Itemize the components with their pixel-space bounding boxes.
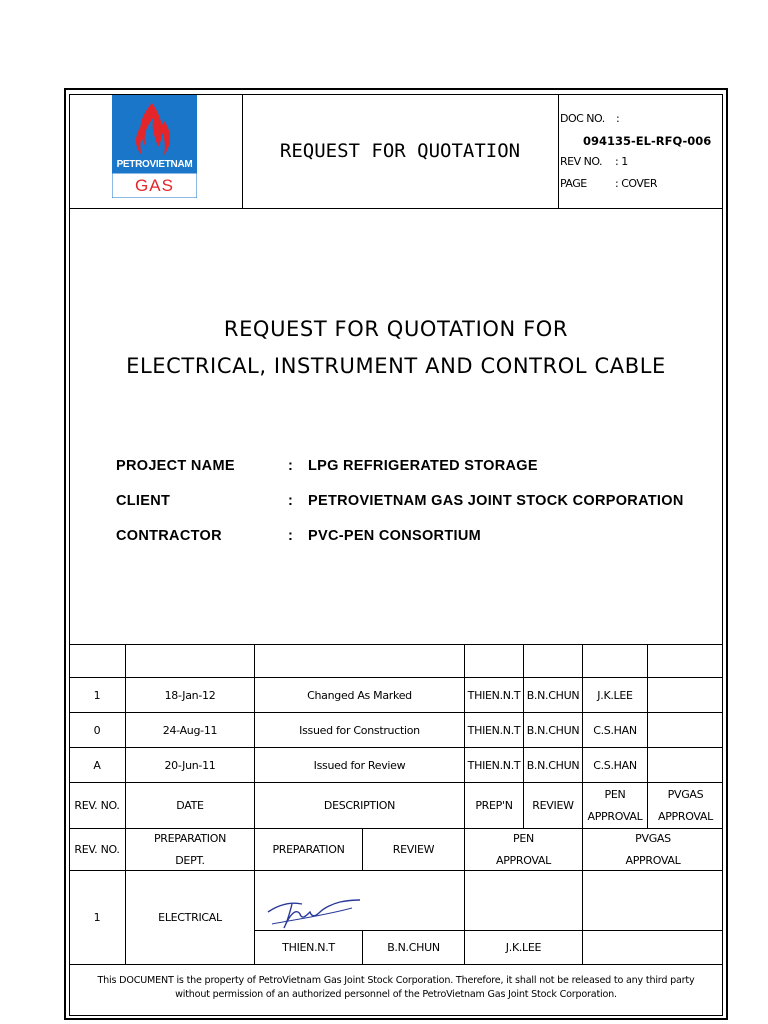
contractor-colon: : bbox=[288, 528, 294, 544]
approval-rev-no-header: REV. NO. bbox=[74, 843, 120, 856]
prep-dept-line1: PREPARATION bbox=[153, 831, 227, 845]
header-bottom-rule bbox=[69, 208, 723, 209]
pen-header-line1: PEN bbox=[513, 831, 534, 845]
contractor-label: CONTRACTOR bbox=[116, 528, 222, 544]
logo-gas-text: GAS bbox=[135, 176, 174, 195]
review-name-cell: B.N.CHUN bbox=[387, 941, 440, 954]
page-value: : COVER bbox=[615, 177, 657, 190]
table-rule bbox=[69, 644, 723, 645]
pvgas-header-line1: PVGAS bbox=[635, 831, 671, 845]
date-cell: 20-Jun-11 bbox=[164, 758, 216, 772]
pvgas-approval-header bbox=[583, 829, 723, 870]
signature-image bbox=[262, 894, 362, 932]
page-label: PAGE bbox=[560, 177, 587, 190]
header-divider bbox=[558, 94, 559, 208]
main-title-line1: REQUEST FOR QUOTATION FOR bbox=[223, 317, 569, 341]
logo-brand-text: PETROVIETNAM bbox=[116, 159, 193, 170]
description-cell: Issued for Construction bbox=[299, 723, 420, 737]
petrovietnam-gas-logo bbox=[112, 95, 197, 198]
header-title: REQUEST FOR QUOTATION bbox=[279, 140, 521, 162]
approval-rev-cell: 1 bbox=[93, 911, 101, 924]
rev-cell: 1 bbox=[93, 688, 101, 702]
confidentiality-footer bbox=[69, 974, 723, 1002]
prepn-header: PREP'N bbox=[475, 799, 513, 812]
doc-no-value: 094135-EL-RFQ-006 bbox=[583, 134, 712, 148]
pvgas-header-line1: PVGAS bbox=[667, 787, 704, 801]
date-cell: 18-Jan-12 bbox=[164, 688, 216, 702]
preparation-name-cell: THIEN.N.T bbox=[282, 941, 335, 954]
doc-no-colon: : bbox=[616, 112, 620, 125]
pvgas-approval-header bbox=[648, 783, 723, 828]
pen-header-line2: APPROVAL bbox=[587, 809, 643, 823]
project-name-label: PROJECT NAME bbox=[116, 458, 235, 474]
footer-line2: without permission of an authorized personnel of the PetroVietnam Gas Joint Stock Corporation. bbox=[175, 989, 617, 1000]
date-header: DATE bbox=[176, 799, 204, 812]
pen-header-line1: PEN bbox=[604, 787, 626, 801]
prepn-cell: THIEN.N.T bbox=[467, 723, 521, 737]
pvgas-header-line2: APPROVAL bbox=[625, 853, 681, 867]
review-cell: B.N.CHUN bbox=[526, 758, 580, 772]
prepn-cell: THIEN.N.T bbox=[467, 688, 521, 702]
pen-header-line2: APPROVAL bbox=[496, 853, 551, 867]
client-label: CLIENT bbox=[116, 493, 171, 509]
prepn-cell: THIEN.N.T bbox=[467, 758, 521, 772]
main-title-line2: ELECTRICAL, INSTRUMENT AND CONTROL CABLE bbox=[126, 354, 666, 378]
pen-cell: C.S.HAN bbox=[593, 723, 637, 737]
project-name-value: LPG REFRIGERATED STORAGE bbox=[308, 458, 538, 474]
pen-approval-header bbox=[465, 829, 582, 870]
rev-cell: A bbox=[93, 758, 101, 772]
rev-no-label: REV NO. bbox=[560, 155, 603, 168]
rev-cell: 0 bbox=[93, 723, 101, 737]
project-name-colon: : bbox=[288, 458, 294, 474]
client-colon: : bbox=[288, 493, 294, 509]
review-header: REVIEW bbox=[392, 843, 435, 856]
prep-dept-line2: DEPT. bbox=[175, 853, 205, 867]
date-cell: 24-Aug-11 bbox=[162, 723, 218, 737]
pen-approval-header bbox=[583, 783, 647, 828]
pen-name-cell: J.K.LEE bbox=[505, 941, 542, 954]
pen-cell: J.K.LEE bbox=[597, 688, 633, 702]
preparation-header: PREPARATION bbox=[272, 843, 345, 856]
table-rule bbox=[69, 964, 723, 965]
review-cell: B.N.CHUN bbox=[526, 723, 580, 737]
review-cell: B.N.CHUN bbox=[526, 688, 580, 702]
description-cell: Issued for Review bbox=[313, 758, 406, 772]
review-header: REVIEW bbox=[532, 799, 574, 812]
description-header: DESCRIPTION bbox=[323, 799, 396, 812]
doc-no-label: DOC NO. bbox=[560, 112, 605, 125]
rev-no-value: : 1 bbox=[615, 155, 628, 168]
pvgas-header-line2: APPROVAL bbox=[658, 809, 713, 823]
rev-no-header: REV. NO. bbox=[74, 799, 120, 812]
footer-line1: This DOCUMENT is the property of PetroVietnam Gas Joint Stock Corporation. Therefore, it shall not be released to any third party bbox=[97, 975, 695, 986]
preparation-dept-header bbox=[126, 829, 254, 870]
client-value: PETROVIETNAM GAS JOINT STOCK CORPORATION bbox=[308, 493, 684, 509]
pen-cell: C.S.HAN bbox=[593, 758, 637, 772]
preparation-dept-cell: ELECTRICAL bbox=[158, 911, 222, 924]
contractor-value: PVC-PEN CONSORTIUM bbox=[308, 528, 481, 544]
description-cell: Changed As Marked bbox=[307, 688, 412, 702]
